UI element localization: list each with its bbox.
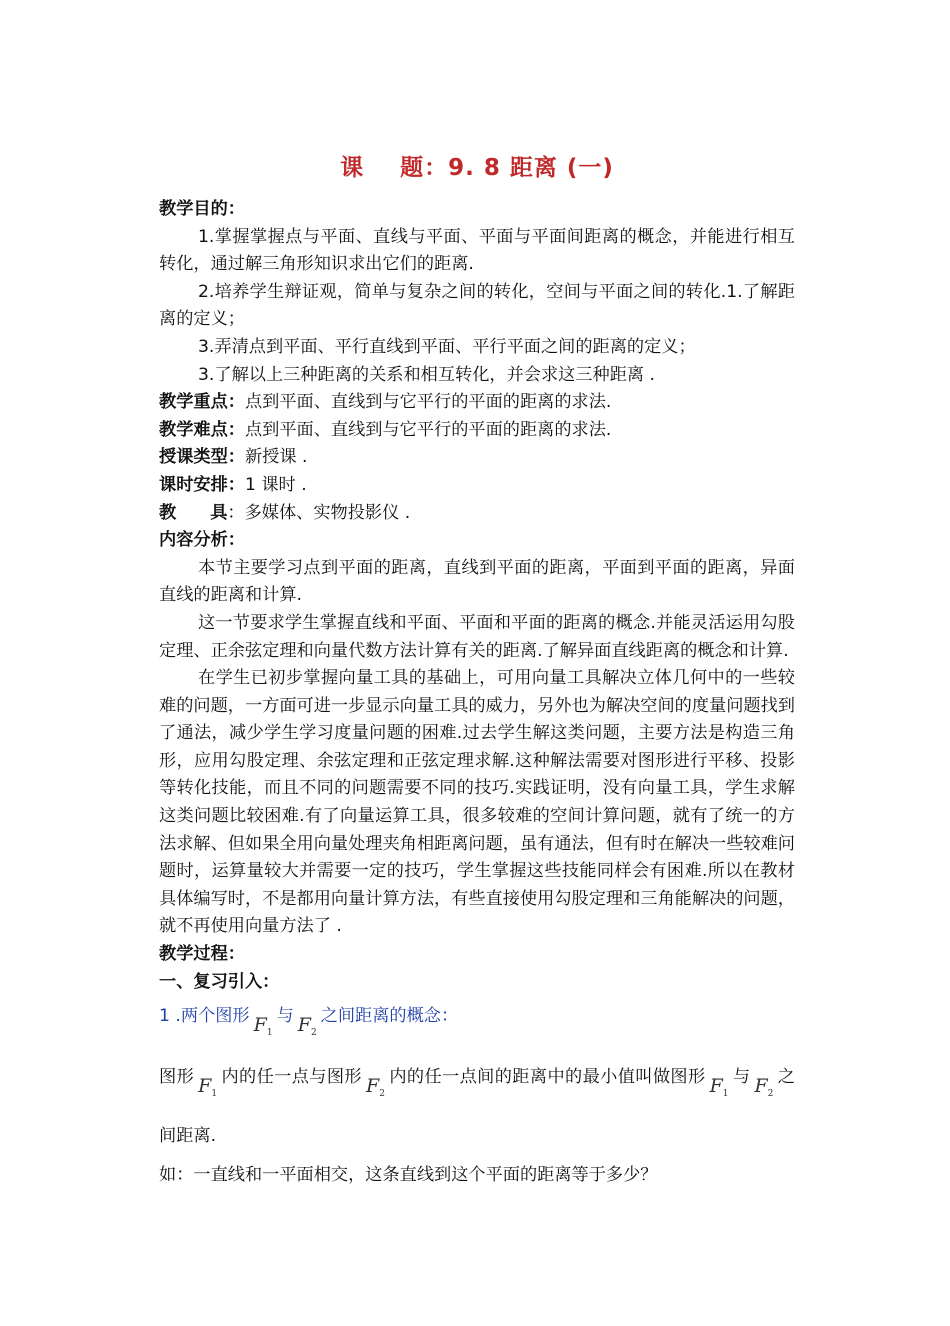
section-review: 一、复习引入： bbox=[159, 971, 280, 992]
example-question: 如：一直线和一平面相交，这条直线到这个平面的距离等于多少？ bbox=[159, 1165, 658, 1186]
objective-1: 1.掌握掌握点与平面、直线与平面、平面与平面间距离的概念，并能进行相互转化，通过解三角形知识求出它们的距离. bbox=[159, 226, 795, 275]
concept-heading: 1 .两个图形 $F_1$与 $F_2$之间距离的概念： bbox=[159, 996, 795, 1042]
process-heading: 教学过程： bbox=[159, 944, 245, 965]
analysis-paragraph-2: 这一节要求学生掌握直线和平面、平面和平面的距离的概念.并能灵活运用勾股定理、正余弦定理和向量代数方法计算有关的距离.了解异面直线距离的概念和计算. bbox=[159, 612, 795, 661]
objective-2: 2.培养学生辩证观，简单与复杂之间的转化，空间与平面之间的转化.1.了解距离的定义； bbox=[159, 281, 795, 330]
math-f2: $F_2$ bbox=[297, 1014, 317, 1039]
teaching-tools: 教 具：多媒体、实物投影仪 . bbox=[159, 502, 411, 523]
math-f2: $F_2$ bbox=[754, 1075, 774, 1100]
objective-3: 3.弄清点到平面、平行直线到平面、平行平面之间的距离的定义； bbox=[198, 336, 696, 357]
distance-definition: 图形 $F_1$内的任一点与图形 $F_2$内的任一点间的距离中的最小值叫做图形 $F_1$与 $F_2$之间距离. bbox=[159, 1050, 795, 1162]
math-f2: $F_2$ bbox=[366, 1075, 385, 1100]
lesson-type: 授课类型：新授课 . bbox=[159, 447, 308, 468]
lesson-hours: 课时安排：1 课时 . bbox=[159, 474, 307, 495]
math-f1: $F_1$ bbox=[253, 1014, 273, 1039]
difficulty: 教学难点：点到平面、直线到与它平行的平面的距离的求法. bbox=[159, 419, 612, 440]
document-content bbox=[159, 150, 795, 1190]
objectives-heading: 教学目的： bbox=[159, 199, 245, 219]
analysis-paragraph-3: 在学生已初步掌握向量工具的基础上，可用向量工具解决立体几何中的一些较难的问题，一方面可进一步显示向量工具的威力，另外也为解决空间的度量问题找到了通法，减少学生学习度量问题的困难.过去学生解这类问题，主要方法是构造三角形，应用勾股定理、余弦定理和正弦定理求解.这种解法需要对图形进行平移、投影等转化技能，而且不同的问题需要不同的技巧.实践证明，没有向量工具，学生求解这类问题比较困难.有了向量运算工具，很多较难的空间计算问题，就有了统一的方法求解、但如果全用向量处理夹角相距离问题，虽有通法，但有时在解决一些较难问题时，运算量较大并需要一定的技巧，学生掌握这些技能同样会有困难.所以在教材具体编写时，不是都用向量计算方法，有些直接使用勾股定理和三角能解决的问题，就不再使用向量方法了 . bbox=[159, 668, 795, 937]
objective-4: 3.了解以上三种距离的关系和相互转化，并会求这三种距离 . bbox=[198, 364, 656, 385]
math-f1: $F_1$ bbox=[198, 1075, 218, 1100]
analysis-paragraph-1: 本节主要学习点到平面的距离，直线到平面的距离，平面到平面的距离，异面直线的距离和计算. bbox=[159, 557, 795, 606]
math-f1: $F_1$ bbox=[709, 1075, 729, 1100]
key-point: 教学重点：点到平面、直线到与它平行的平面的距离的求法. bbox=[159, 392, 612, 413]
analysis-heading: 内容分析： bbox=[159, 530, 245, 551]
page-title: 课 题：9. 8 距离 (一) bbox=[340, 155, 614, 181]
